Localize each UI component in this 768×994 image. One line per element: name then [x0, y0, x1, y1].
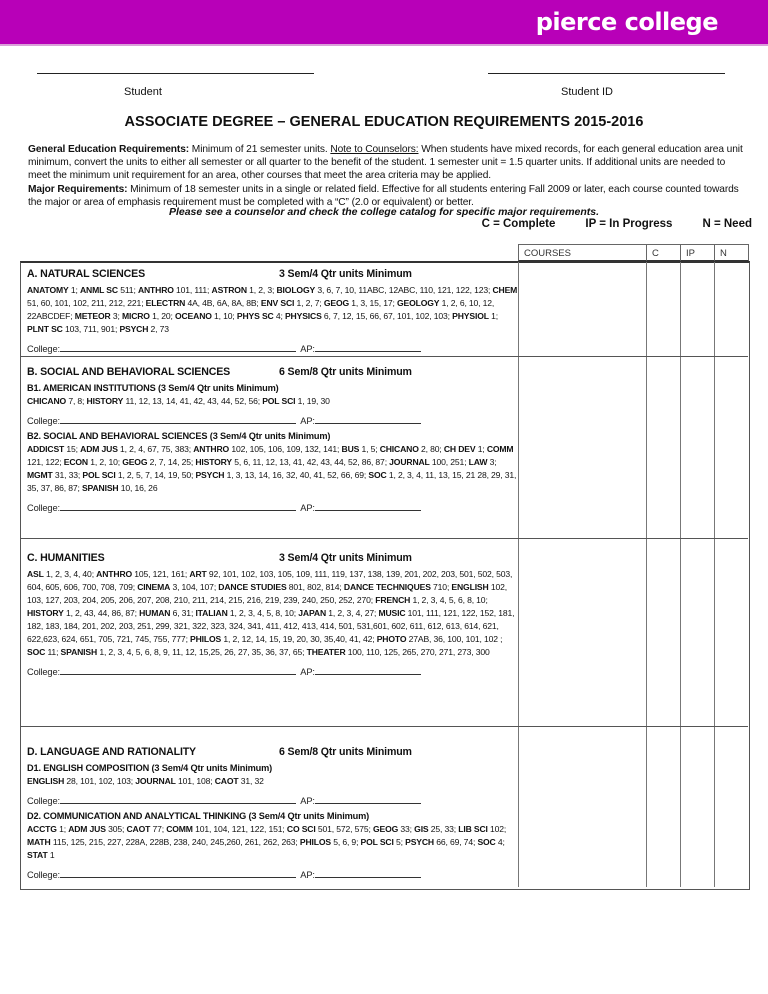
course-list: ACCTG 1; ADM JUS 305; CAOT 77; COMM 101, 104, 121, 122, 151; CO SCI 501, 572, 575; GEOG 33; GIS 25, 33; LIB SCI 102; MATH 115, 125, 215, 227, 228A, 228B, 238, 240, 245,260, 261, 262, 263; PHILOS 5, 6, 9; POL SCI 5; PSYCH 66, 69, 74; SOC 4; STAT 1	[27, 824, 507, 860]
course-numbers: 4	[497, 837, 503, 847]
course-subject: DANCE TECHNIQUES	[343, 582, 431, 592]
course-numbers: 3	[489, 457, 495, 467]
student-name-line[interactable]	[37, 73, 314, 74]
course-numbers: 710	[433, 582, 447, 592]
course-numbers: 51, 60, 101, 102, 211, 212, 221	[27, 298, 142, 308]
course-numbers: 6, 31	[172, 608, 191, 618]
course-subject: ENGLISH	[27, 776, 65, 786]
section-title: D. LANGUAGE AND RATIONALITY	[27, 746, 196, 758]
course-subject: SPANISH	[81, 483, 119, 493]
course-subject: GEOG	[122, 457, 148, 467]
course-subject: COMM	[166, 824, 193, 834]
divider	[20, 726, 748, 727]
course-numbers: 1, 2, 12, 14, 15, 19, 20, 30, 35,40, 41, 42	[223, 634, 373, 644]
course-list: ENGLISH 28, 101, 102, 103; JOURNAL 101, 108; CAOT 31, 32	[27, 776, 264, 786]
course-subject: ANTHRO	[96, 569, 133, 579]
course-subject: MGMT	[27, 470, 53, 480]
course-subject: PHYSIOL	[452, 311, 489, 321]
course-subject: ASL	[27, 569, 44, 579]
college-label: College:	[27, 503, 60, 513]
section-units: 6 Sem/8 Qtr units Minimum	[279, 746, 412, 758]
course-numbers: 1, 2, 3, 4, 40	[46, 569, 92, 579]
ap-input-line[interactable]	[315, 414, 421, 424]
course-numbers: 11, 12, 13, 14, 41, 42, 43, 44, 52, 56	[125, 396, 258, 406]
course-numbers: 105, 121, 161	[134, 569, 185, 579]
college-ap-fields	[27, 342, 519, 356]
course-subject: CHICANO	[27, 396, 67, 406]
section-title: C. HUMANITIES	[27, 552, 105, 564]
course-subject: PSYCH	[195, 470, 225, 480]
course-subject: HISTORY	[86, 396, 124, 406]
pierce-college-logo: pierce college	[535, 8, 718, 36]
subsection-title: B2. SOCIAL AND BEHAVIORAL SCIENCES (3 Sem/4 Qtr units Minimum)	[27, 431, 331, 441]
note-label: Note to Counselors:	[330, 144, 419, 155]
course-subject: ADM JUS	[80, 444, 118, 454]
course-numbers: 1, 20	[152, 311, 171, 321]
section-heading	[27, 268, 519, 284]
ap-label: AP:	[300, 344, 315, 354]
course-numbers: 5, 6, 11, 12, 13, 41, 42, 43, 44, 52, 86, 87	[234, 457, 385, 467]
ap-input-line[interactable]	[315, 868, 421, 878]
status-legend	[452, 218, 752, 230]
course-numbers: 103, 711, 901	[64, 324, 115, 334]
course-numbers: 25, 33	[430, 824, 454, 834]
course-subject: HISTORY	[195, 457, 232, 467]
header-ip: IP	[680, 244, 715, 262]
section-a	[27, 268, 519, 358]
header-banner	[0, 0, 768, 46]
course-subject: ACCTG	[27, 824, 57, 834]
course-subject: HISTORY	[27, 608, 64, 618]
course-numbers: 6, 7, 12, 15, 66, 67, 101, 102, 103	[323, 311, 448, 321]
course-subject: PSYCH	[405, 837, 434, 847]
college-input-line[interactable]	[60, 414, 296, 424]
legend-in-progress: IP = In Progress	[585, 218, 673, 230]
course-numbers: 1, 2, 6, 10, 12, 22ABCDEF	[27, 298, 495, 321]
course-subject: SOC	[27, 647, 46, 657]
college-ap-fields	[27, 501, 519, 515]
college-input-line[interactable]	[60, 501, 296, 511]
college-ap-fields	[27, 868, 519, 882]
course-numbers: 28, 101, 102, 103	[66, 776, 131, 786]
course-numbers: 2, 7, 14, 25	[149, 457, 191, 467]
course-subject: BIOLOGY	[276, 285, 316, 295]
ap-label: AP:	[300, 667, 315, 677]
course-subject: GEOG	[323, 298, 350, 308]
course-numbers: 31, 32	[240, 776, 264, 786]
section-title: B. SOCIAL AND BEHAVIORAL SCIENCES	[27, 366, 231, 378]
section-c	[27, 552, 519, 681]
course-subject: ART	[189, 569, 207, 579]
course-subject: ENGLISH	[451, 582, 489, 592]
header-n: N	[714, 244, 749, 262]
course-subject: GIS	[414, 824, 429, 834]
course-subject: HUMAN	[139, 608, 171, 618]
course-numbers: 101, 104, 121, 122, 151	[195, 824, 283, 834]
course-numbers: 1	[70, 285, 76, 295]
course-numbers: 1, 2, 10	[90, 457, 118, 467]
section-b	[27, 366, 519, 517]
course-numbers: 1	[49, 850, 55, 860]
college-ap-fields	[27, 414, 519, 428]
course-numbers: 1, 2, 3, 4, 5, 6, 8, 10	[412, 595, 486, 605]
course-numbers: 801, 802, 814	[288, 582, 340, 592]
ap-label: AP:	[300, 503, 315, 513]
course-numbers: 1, 2, 43, 44, 86, 87	[65, 608, 135, 618]
course-subject: SOC	[477, 837, 496, 847]
course-numbers: 27AB, 36, 100, 101, 102	[408, 634, 501, 644]
ap-input-line[interactable]	[315, 342, 421, 352]
ap-input-line[interactable]	[315, 665, 421, 675]
course-subject: ADDICST	[27, 444, 65, 454]
course-numbers: 1, 2, 3, 4, 5, 8, 10	[229, 608, 294, 618]
course-numbers: 3, 104, 107	[172, 582, 214, 592]
ge-label: General Education Requirements:	[28, 144, 190, 155]
course-numbers: 1, 19, 30	[297, 396, 330, 406]
course-numbers: 1, 5	[361, 444, 376, 454]
college-input-line[interactable]	[60, 868, 296, 878]
divider	[20, 538, 748, 539]
section-title: A. NATURAL SCIENCES	[27, 268, 146, 280]
ap-input-line[interactable]	[315, 794, 421, 804]
course-subject: BUS	[341, 444, 360, 454]
ap-input-line[interactable]	[315, 501, 421, 511]
course-numbers: 4A, 4B, 6A, 8A, 8B	[187, 298, 257, 308]
course-subject: GEOLOGY	[396, 298, 440, 308]
section-units: 3 Sem/4 Qtr units Minimum	[279, 552, 412, 564]
course-numbers: 2, 80	[421, 444, 440, 454]
course-numbers: 2, 73	[150, 324, 169, 334]
ap-label: AP:	[300, 870, 315, 880]
course-numbers: 115, 125, 215, 227, 228A, 228B, 238, 240, 245,260, 261, 262, 263	[52, 837, 296, 847]
course-numbers: 33	[400, 824, 410, 834]
course-subject: ANATOMY	[27, 285, 69, 295]
course-subject: JAPAN	[298, 608, 327, 618]
section-heading	[27, 746, 519, 762]
course-subject: OCEANO	[174, 311, 212, 321]
course-subject: CHICANO	[379, 444, 419, 454]
ge-text1: Minimum of 21 semester units.	[189, 144, 331, 155]
college-input-line[interactable]	[60, 342, 296, 352]
college-label: College:	[27, 344, 60, 354]
course-subject: PHYS SC	[236, 311, 274, 321]
course-subject: COMM	[486, 444, 514, 454]
course-subject: LIB SCI	[458, 824, 488, 834]
course-numbers: 77	[152, 824, 162, 834]
section-heading	[27, 552, 519, 568]
course-numbers: 1, 2, 7	[296, 298, 320, 308]
counselor-note: Please see a counselor and check the college catalog for specific major requirements.	[168, 206, 600, 218]
course-list: ADDICST 15; ADM JUS 1, 2, 4, 67, 75, 383; ANTHRO 102, 105, 106, 109, 132, 141; BUS 1, 5; CHICANO 2, 80; CH DEV 1; COMM 121, 122; ECON 1, 2, 10; GEOG 2, 7, 14, 25; HISTORY 5, 6, 11, 12, 13, 41, 42, 43, 44, 52, 86, 87; JOURNAL 100, 251; LAW 3; MGMT 31, 33; POL SCI 1, 2, 5, 7, 14, 19, 50; PSYCH 1, 3, 13, 14, 16, 32, 40, 41, 52, 66, 69; SOC 1, 2, 3, 4, 11, 13, 15, 21 28, 29, 31, 35, 37, 86, 87; SPANISH 10, 16, 26	[27, 444, 517, 493]
college-label: College:	[27, 416, 60, 426]
college-ap-fields	[27, 794, 519, 808]
course-subject: ENV SCI	[260, 298, 295, 308]
course-numbers: 1, 2, 4, 67, 75, 383	[120, 444, 189, 454]
course-subject: CAOT	[214, 776, 239, 786]
course-numbers: 1	[491, 311, 496, 321]
course-subject: POL SCI	[360, 837, 394, 847]
course-subject: PHYSICS	[284, 311, 322, 321]
college-input-line[interactable]	[60, 665, 296, 675]
section-units: 6 Sem/8 Qtr units Minimum	[279, 366, 412, 378]
course-subject: PSYCH	[119, 324, 149, 334]
header-courses: COURSES	[518, 244, 647, 262]
course-numbers: 1, 3, 15, 17	[351, 298, 393, 308]
course-subject: CHEM	[492, 285, 518, 295]
course-numbers: 5	[395, 837, 401, 847]
course-subject: ECON	[63, 457, 88, 467]
course-numbers: 66, 69, 74	[436, 837, 473, 847]
course-numbers: 100, 251	[431, 457, 465, 467]
course-numbers: 102, 105, 106, 109, 132, 141	[231, 444, 338, 454]
course-numbers: 511	[120, 285, 134, 295]
course-subject: JOURNAL	[135, 776, 176, 786]
legend-need: N = Need	[702, 218, 752, 230]
course-subject: THEATER	[306, 647, 346, 657]
course-numbers: 1, 2, 3, 4, 11, 13, 15, 21 28, 29, 31, 35, 37, 86, 87	[27, 470, 517, 493]
header-c: C	[646, 244, 681, 262]
course-numbers: 1	[477, 444, 483, 454]
course-numbers: 1, 2, 5, 7, 14, 19, 50	[117, 470, 191, 480]
course-subject: PHILOS	[190, 634, 222, 644]
course-numbers: 101, 111, 121, 122, 152, 181, 182, 183, 184, 201, 202, 203, 251, 299, 321, 322, 323, 324, 341, 411, 412, 413, 414, 501, 531,601, 602, 611, 612, 613, 614, 621, 622,623, 624, 651, 705, 721, 745, 755, 777	[27, 608, 515, 644]
course-subject: PHOTO	[376, 634, 407, 644]
course-subject: PHILOS	[299, 837, 331, 847]
course-numbers: 1	[59, 824, 64, 834]
course-numbers: 10, 16, 26	[120, 483, 158, 493]
course-numbers: 15	[66, 444, 76, 454]
college-label: College:	[27, 667, 60, 677]
course-numbers: 11	[47, 647, 57, 657]
course-subject: LAW	[468, 457, 488, 467]
ap-label: AP:	[300, 416, 315, 426]
course-subject: METEOR	[74, 311, 111, 321]
course-subject: ITALIAN	[195, 608, 228, 618]
course-subject: CO SCI	[286, 824, 316, 834]
student-label: Student	[124, 86, 162, 98]
course-numbers: 1, 2, 3, 4, 27	[328, 608, 374, 618]
course-numbers: 92, 101, 102, 103, 105, 109, 111, 119, 137, 138, 139, 201, 202, 203, 501, 502, 503, 604, 605, 606, 700, 708, 709	[27, 569, 513, 592]
course-list: CHICANO 7, 8; HISTORY 11, 12, 13, 14, 41, 42, 43, 44, 52, 56; POL SCI 1, 19, 30	[27, 396, 330, 406]
course-numbers: 501, 572, 575	[317, 824, 369, 834]
course-numbers: 4	[275, 311, 281, 321]
course-subject: JOURNAL	[389, 457, 430, 467]
major-label: Major Requirements:	[28, 183, 128, 195]
course-subject: POL SCI	[82, 470, 116, 480]
section-units: 3 Sem/4 Qtr units Minimum	[279, 268, 412, 280]
course-numbers: 1, 2, 3	[249, 285, 272, 295]
course-numbers: 305	[108, 824, 122, 834]
subsection-title: D2. COMMUNICATION AND ANALYTICAL THINKING (3 Sem/4 Qtr units Minimum)	[27, 811, 370, 821]
course-numbers: 1, 2, 3, 4, 5, 6, 8, 9, 11, 12, 15,25, 26, 27, 35, 36, 37, 65	[99, 647, 303, 657]
section-heading	[27, 366, 519, 382]
course-numbers: 1, 3, 13, 14, 16, 32, 40, 41, 52, 66, 69	[226, 470, 364, 480]
course-subject: STAT	[27, 850, 48, 860]
course-numbers: 102, 103, 127, 203, 204, 205, 206, 207, 208, 210, 211, 214, 215, 216, 219, 239, 240, 250, 252, 270	[27, 582, 507, 605]
course-subject: FRENCH	[375, 595, 411, 605]
course-subject: ELECTRN	[145, 298, 186, 308]
course-list: ANATOMY 1; ANML SC 511; ANTHRO 101, 111; ASTRON 1, 2, 3; BIOLOGY 3, 6, 7, 10, 11ABC, 12ABC, 110, 121, 122, 123; CHEM 51, 60, 101, 102, 211, 212, 221; ELECTRN 4A, 4B, 6A, 8A, 8B; ENV SCI 1, 2, 7; GEOG 1, 3, 15, 17; GEOLOGY 1, 2, 6, 10, 12, 22ABCDEF; METEOR 3; MICRO 1, 20; OCEANO 1, 10; PHYS SC 4; PHYSICS 6, 7, 12, 15, 66, 67, 101, 102, 103; PHYSIOL 1; PLNT SC 103, 711, 901; PSYCH 2, 73	[27, 285, 518, 334]
college-label: College:	[27, 870, 60, 880]
course-list: ASL 1, 2, 3, 4, 40; ANTHRO 105, 121, 161; ART 92, 101, 102, 103, 105, 109, 111, 119, 137, 138, 139, 201, 202, 203, 501, 502, 503, 604, 605, 606, 700, 708, 709; CINEMA 3, 104, 107; DANCE STUDIES 801, 802, 814; DANCE TECHNIQUES 710; ENGLISH 102, 103, 127, 203, 204, 205, 206, 207, 208, 210, 211, 214, 215, 216, 219, 239, 240, 250, 252, 270; FRENCH 1, 2, 3, 4, 5, 6, 8, 10; HISTORY 1, 2, 43, 44, 86, 87; HUMAN 6, 31; ITALIAN 1, 2, 3, 4, 5, 8, 10; JAPAN 1, 2, 3, 4, 27; MUSIC 101, 111, 121, 122, 152, 181, 182, 183, 184, 201, 202, 203, 251, 299, 321, 322, 323, 324, 341, 411, 412, 413, 414, 501, 531,601, 602, 611, 612, 613, 614, 621, 622,623, 624, 651, 705, 721, 745, 755, 777; PHILOS 1, 2, 12, 14, 15, 19, 20, 30, 35,40, 41, 42; PHOTO 27AB, 36, 100, 101, 102 ; SOC 11; SPANISH 1, 2, 3, 4, 5, 6, 8, 9, 11, 12, 15,25, 26, 27, 35, 36, 37, 65; THEATER 100, 110, 125, 265, 270, 271, 273, 300	[27, 569, 515, 657]
course-subject: CH DEV	[443, 444, 476, 454]
course-numbers: 102	[490, 824, 504, 834]
course-subject: ADM JUS	[68, 824, 106, 834]
subsection-title: B1. AMERICAN INSTITUTIONS (3 Sem/4 Qtr units Minimum)	[27, 383, 279, 393]
ge-text2: When students have mixed records, for each general education area unit minimum, convert the units to either all semester or all quarter to the benefit of the student. 1 semester unit = 1.5 quarter units. If additional units are needed to meet the minimum unit requirement for an area, other courses that meet the area criteria may be applied.	[28, 144, 743, 182]
major-text: Minimum of 18 semester units in a single or related field. Effective for all students entering Fall 2009 or later, each course counted towards the major or area of emphasis requirement must be completed with a “C” (2.0 or equivalent) or better.	[28, 183, 739, 208]
subsection-title: D1. ENGLISH COMPOSITION (3 Sem/4 Qtr units Minimum)	[27, 763, 273, 773]
course-numbers: 31, 33	[54, 470, 78, 480]
course-numbers: 100, 110, 125, 265, 270, 271, 273, 300	[347, 647, 490, 657]
course-subject: ANTHRO	[137, 285, 174, 295]
course-subject: ANTHRO	[193, 444, 230, 454]
college-label: College:	[27, 796, 60, 806]
ap-label: AP:	[300, 796, 315, 806]
course-numbers: 3	[112, 311, 118, 321]
course-subject: CAOT	[126, 824, 151, 834]
student-id-line[interactable]	[488, 73, 725, 74]
course-subject: CINEMA	[137, 582, 171, 592]
course-numbers: 101, 108	[178, 776, 211, 786]
course-subject: GEOG	[372, 824, 399, 834]
course-subject: MICRO	[121, 311, 150, 321]
page-title: ASSOCIATE DEGREE – GENERAL EDUCATION REQUIREMENTS 2015-2016	[124, 114, 644, 130]
course-numbers: 7, 8	[68, 396, 83, 406]
course-subject: MATH	[27, 837, 51, 847]
course-subject: SPANISH	[60, 647, 98, 657]
course-numbers: 121, 122	[27, 457, 60, 467]
course-subject: POL SCI	[262, 396, 296, 406]
course-subject: ANML SC	[79, 285, 118, 295]
course-numbers: 1, 10	[214, 311, 233, 321]
course-subject: SOC	[368, 470, 387, 480]
course-numbers: 3, 6, 7, 10, 11ABC, 12ABC, 110, 121, 122, 123	[317, 285, 488, 295]
college-ap-fields	[27, 665, 519, 679]
student-id-label: Student ID	[561, 86, 613, 98]
course-subject: ASTRON	[211, 285, 247, 295]
section-d	[27, 740, 519, 884]
course-numbers: 101, 111	[176, 285, 208, 295]
course-numbers: 5, 6, 9	[333, 837, 357, 847]
course-subject: DANCE STUDIES	[218, 582, 287, 592]
course-subject: MUSIC	[378, 608, 406, 618]
college-input-line[interactable]	[60, 794, 296, 804]
course-subject: PLNT SC	[27, 324, 63, 334]
intro-text	[28, 143, 748, 209]
legend-complete: C = Complete	[481, 218, 556, 230]
